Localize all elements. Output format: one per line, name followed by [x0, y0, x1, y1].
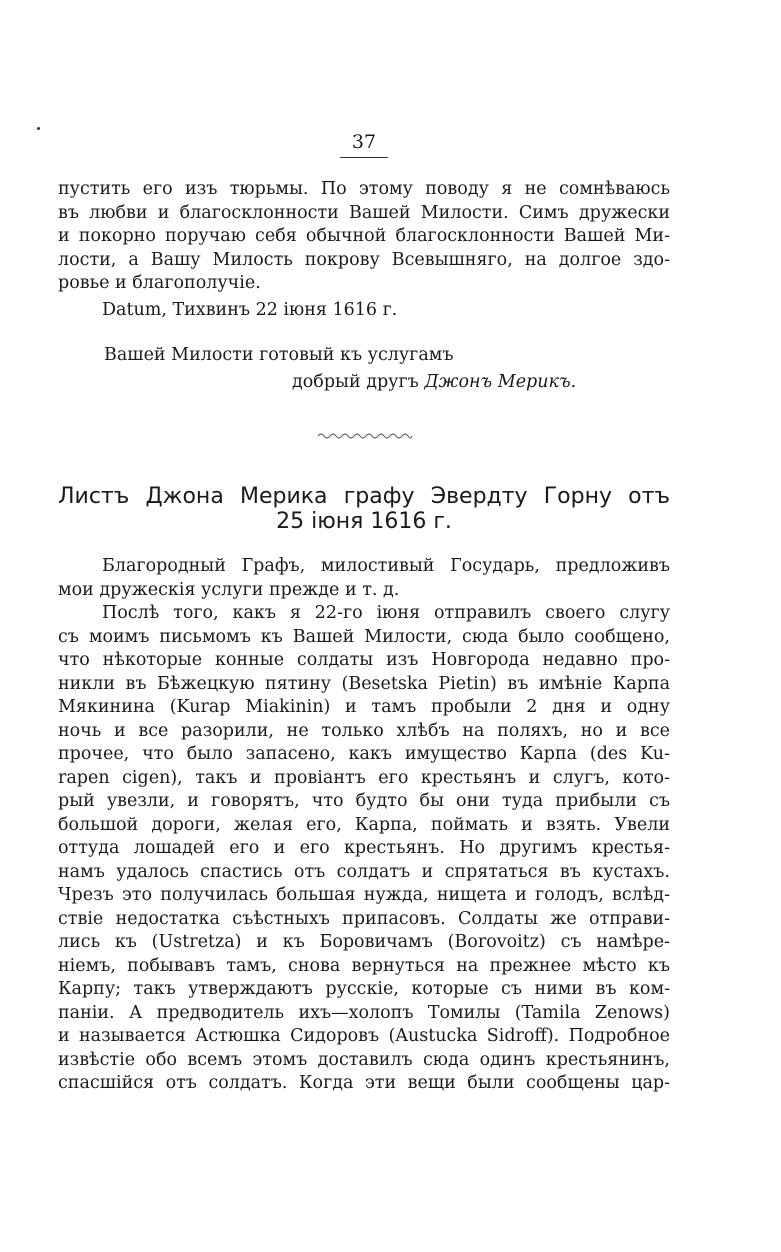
- text-line: паніи. А предводитель ихъ—холопъ Томилы (Tamila Zenows): [58, 1002, 670, 1023]
- text-line: и покорно поручаю себя обычной благосклонности Вашей Ми-: [58, 226, 670, 246]
- page-number-rule: [340, 157, 388, 158]
- text-line: намъ удалось спастись отъ солдатъ и спрятаться въ кустахъ.: [58, 861, 670, 882]
- text-line: ровье и благополучіе.: [58, 273, 261, 293]
- text-line: пустить его изъ тюрьмы. По этому поводу я не сомнѣваюсь: [58, 179, 670, 199]
- text-line: лости, а Вашу Милость покрову Всевышняго, на долгое здо-: [58, 249, 670, 270]
- text-line: съ моимъ письмомъ къ Вашей Милости, сюда было сообщено,: [58, 626, 670, 647]
- text-line: Мякинина (Kurap Miakinin) и тамъ пробыли 2 дня и одну: [58, 697, 670, 717]
- text-line: рый увезли, и говорятъ, что будто бы они туда прибыли съ: [58, 791, 670, 811]
- text-line: мои дружескія услуги прежде и т. д.: [58, 579, 400, 600]
- text-line: Карпу; такъ утверждаютъ русскіе, которые съ ними въ ком-: [58, 979, 670, 999]
- text-line: оттуда лошадей его и его крестьянъ. Но другимъ крестья-: [58, 838, 670, 858]
- text-line: rapen cigen), такъ и провіантъ его крестьянъ и слугъ, кото-: [58, 767, 670, 788]
- text-line: ночь и все разорили, не только хлѣбъ на поляхъ, но и все: [58, 720, 670, 741]
- letter-end-paragraph: [58, 178, 670, 296]
- text-line: никли въ Бѣжецкую пятину (Besetska Pietin) въ имѣніе Карпа: [58, 673, 670, 694]
- text-line: въ любви и благосклонности Вашей Милости. Симъ дружески: [58, 202, 670, 223]
- text-line: Благородный Графъ, милостивый Государь, предложивъ: [102, 556, 670, 576]
- text-line: Чрезъ это получилась большая нужда, нищета и голодъ, вслѣд-: [58, 885, 670, 905]
- page-number: 37: [351, 131, 377, 153]
- text-line: что нѣкоторые конные солдаты изъ Новгорода недавно про-: [58, 650, 670, 670]
- text-line: Послѣ того, какъ я 22-го іюня отправилъ своего слугу: [102, 603, 670, 623]
- datum-line: Datum, Тихвинъ 22 іюня 1616 г.: [102, 300, 398, 320]
- text-line: лись къ (Ustretza) и къ Боровичамъ (Borovoitz) съ намѣре-: [58, 932, 670, 952]
- text-line: большой дороги, желая его, Карпа, поймать и взять. Увели: [58, 814, 670, 835]
- ornament-divider: [316, 430, 414, 442]
- heading-line: Листъ Джона Мерика графу Эвердту Горну отъ: [58, 484, 670, 509]
- closing-signature-line: [292, 370, 576, 394]
- heading-line: 25 іюня 1616 г.: [276, 509, 452, 534]
- text-line: и называется Астюшка Сидоровъ (Austucka Sidroff). Подробное: [58, 1026, 670, 1046]
- section-heading: [58, 484, 670, 534]
- text-line: ніемъ, побывавъ тамъ, снова вернуться на прежнее мѣсто къ: [58, 955, 670, 976]
- text-line: ствіе недостатка съѣстныхъ припасовъ. Солдаты же отправи-: [58, 908, 670, 929]
- stray-dot: [37, 127, 40, 130]
- text-line: извѣстіе обо всемъ этомъ доставилъ сюда одинъ крестьянинъ,: [58, 1049, 670, 1070]
- signature: Джонъ Мерикъ.: [424, 372, 577, 392]
- text-line: спасшійся отъ солдатъ. Когда эти вещи были сообщены цар-: [58, 1073, 670, 1093]
- closing-prefix: добрый другъ: [292, 372, 419, 392]
- closing-salutation: Вашей Милости готовый къ услугамъ: [104, 345, 454, 365]
- letter-body: [58, 555, 670, 1096]
- text-line: прочее, что было запасено, какъ имущество Карпа (des Ku-: [58, 744, 670, 764]
